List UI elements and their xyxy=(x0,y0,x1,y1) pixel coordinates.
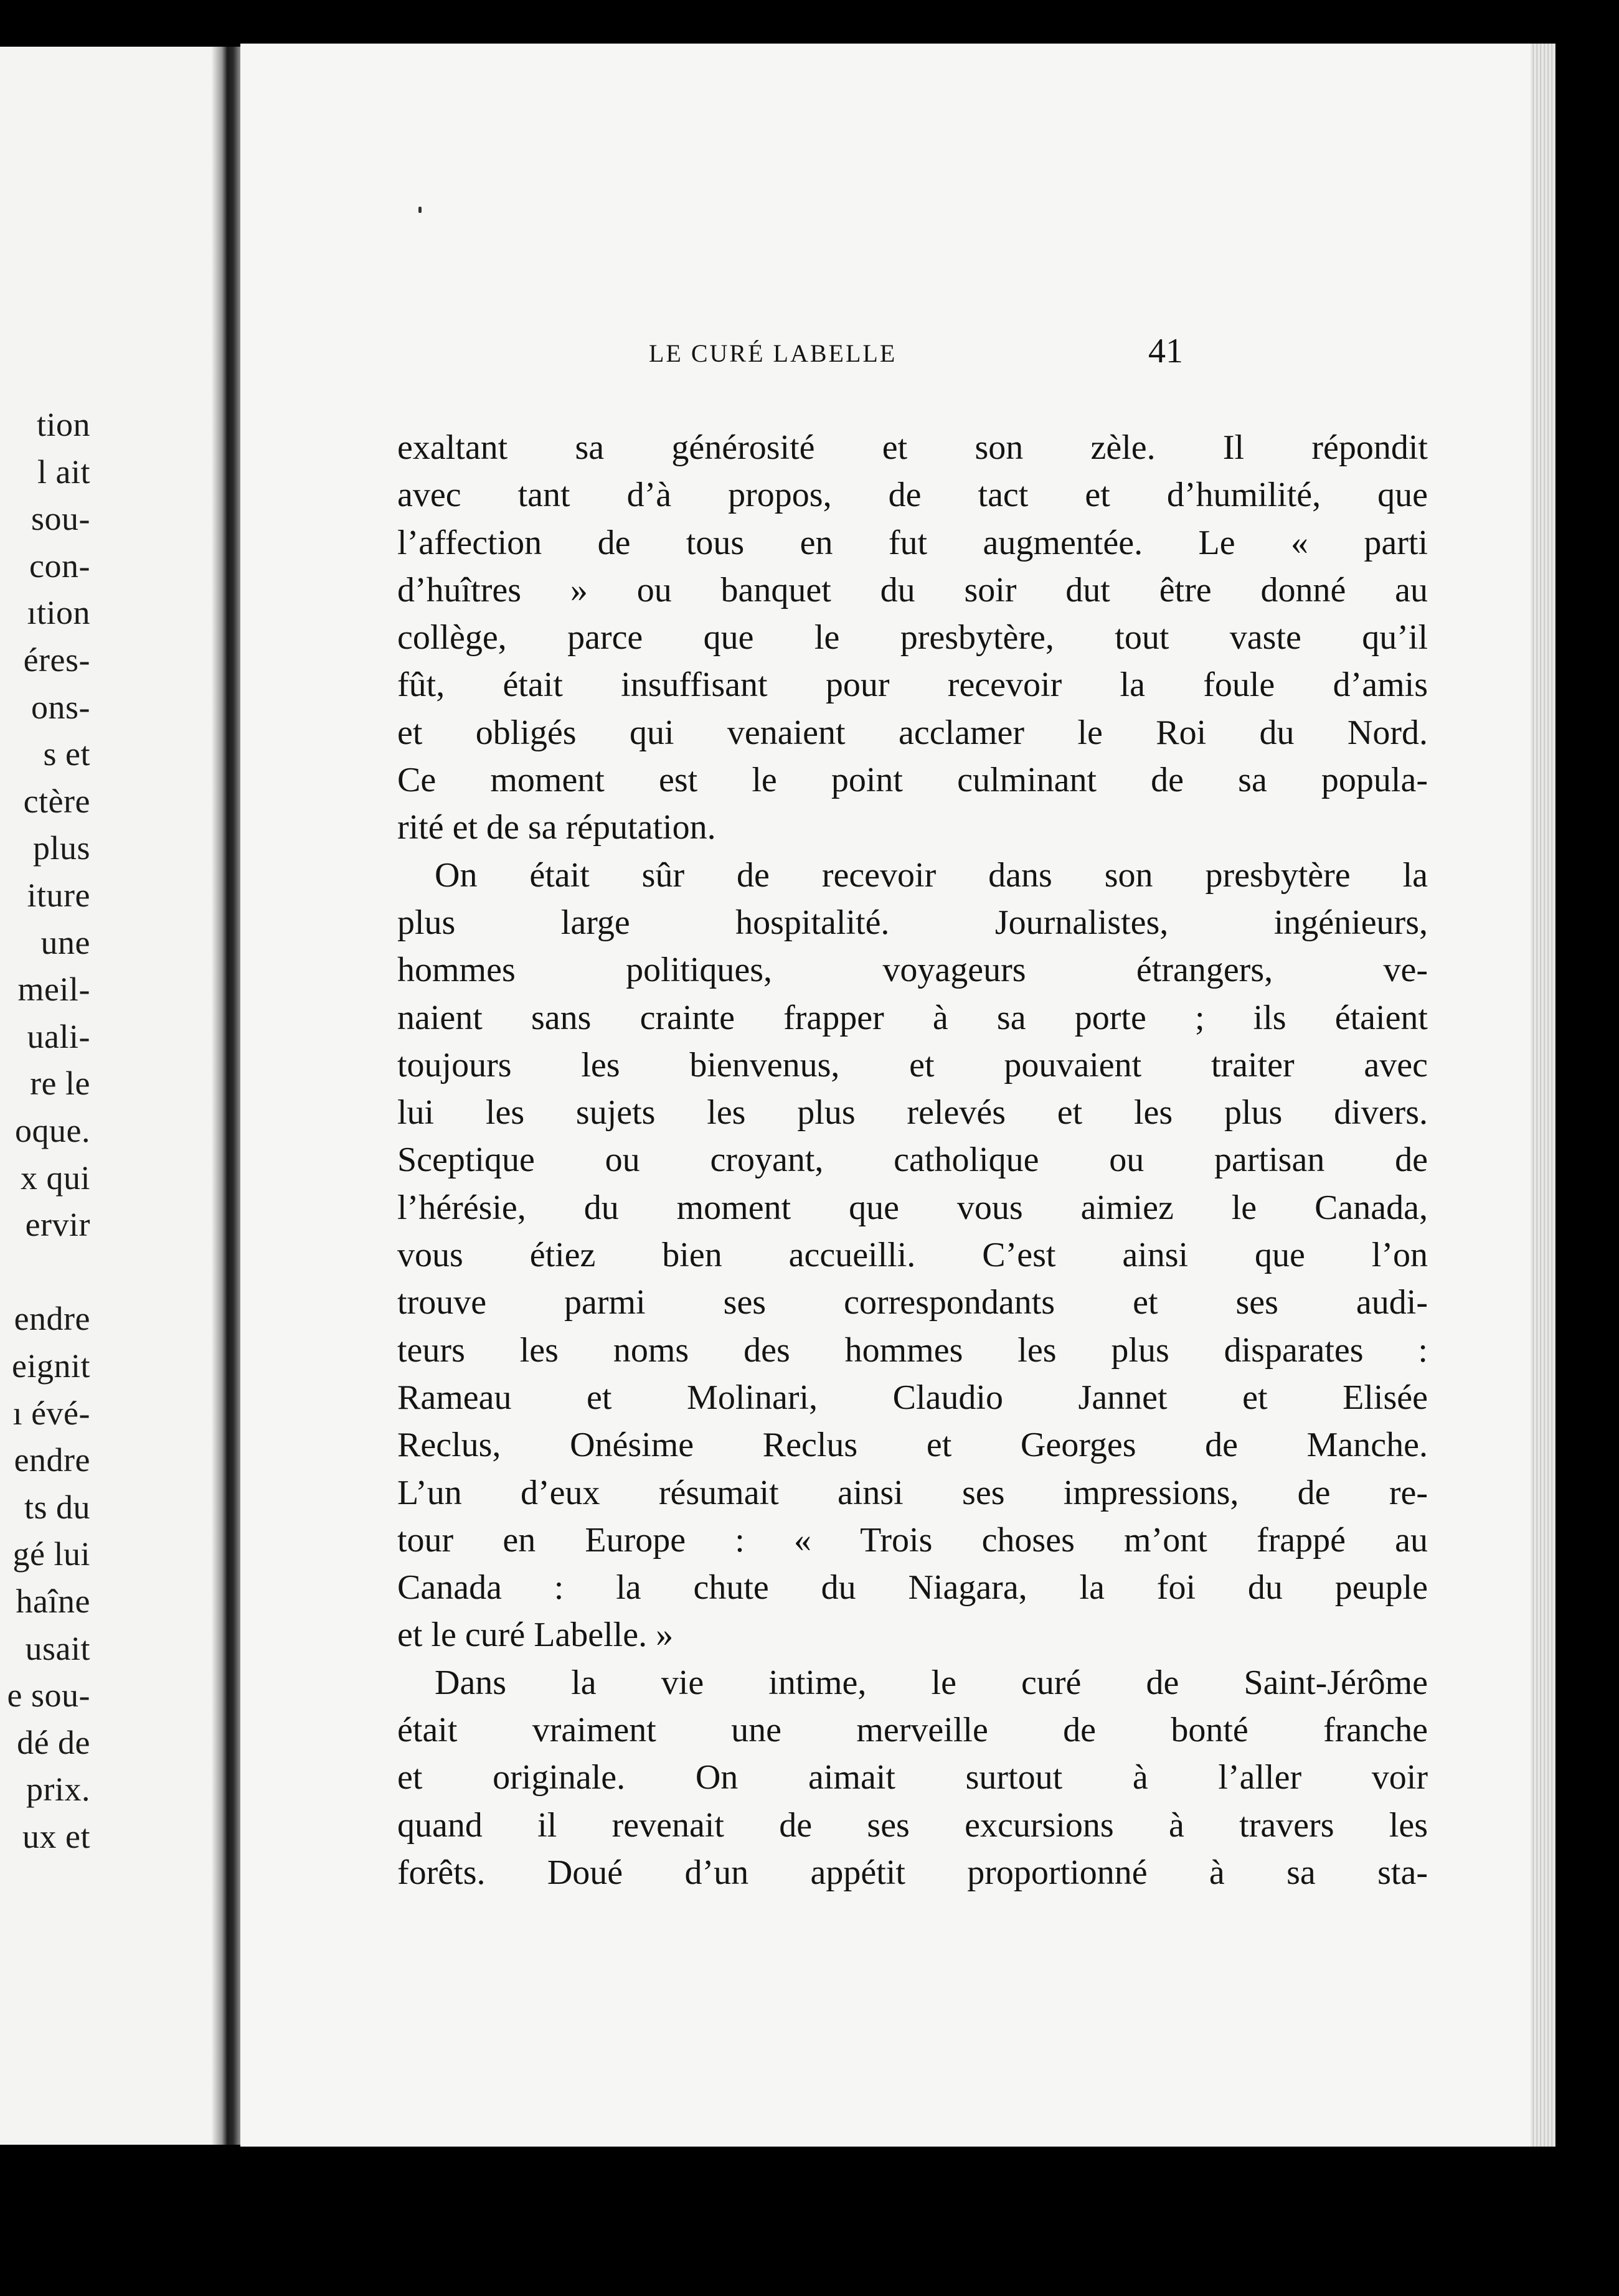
page-number: 41 xyxy=(1148,332,1183,370)
text-line: Canada : la chute du Niagara, la foi du peuple xyxy=(397,1568,1428,1607)
page-edges xyxy=(1531,44,1555,2147)
left-page-fragment: ux et xyxy=(22,1818,90,1855)
left-page-fragment: usait xyxy=(25,1629,90,1667)
left-page-fragment: ons- xyxy=(31,688,90,726)
left-page-fragment: eignit xyxy=(12,1347,90,1385)
text-line: tour en Europe : « Trois choses m’ont frappé au xyxy=(397,1520,1428,1560)
left-page-fragment: re le xyxy=(30,1065,90,1103)
left-page-fragment: dé de xyxy=(17,1723,90,1761)
running-header xyxy=(240,325,1552,375)
text-line: Dans la vie intime, le curé de Saint-Jérôme xyxy=(435,1663,1428,1702)
text-line: teurs les noms des hommes les plus disparates : xyxy=(397,1330,1428,1370)
text-line: lui les sujets les plus relevés et les plus divers. xyxy=(397,1093,1428,1132)
text-line: Reclus, Onésime Reclus et Georges de Manche. xyxy=(397,1426,1428,1465)
left-page-fragment: l ait xyxy=(37,453,90,491)
left-page-fragment: e sou- xyxy=(7,1677,90,1715)
text-line: avec tant d’à propos, de tact et d’humilité, que xyxy=(397,476,1428,515)
text-line: et originale. On aimait surtout à l’aller voir xyxy=(397,1758,1428,1797)
left-page-fragment: tion xyxy=(36,406,90,443)
left-page-fragment: plus xyxy=(32,829,90,867)
left-page-fragment: haîne xyxy=(16,1583,90,1620)
text-line: Sceptique ou croyant, catholique ou partisan de xyxy=(397,1141,1428,1180)
text-line: plus large hospitalité. Journalistes, ingénieurs, xyxy=(397,903,1428,942)
scan-speck xyxy=(418,207,422,213)
text-line: l’hérésie, du moment que vous aimiez le Canada, xyxy=(397,1188,1428,1227)
text-line: L’un d’eux résumait ainsi ses impressions, de re- xyxy=(397,1473,1428,1512)
left-page-fragment: oque. xyxy=(15,1112,90,1149)
left-page-fragment: iture xyxy=(27,877,90,914)
left-page-fragment: ıtion xyxy=(27,594,90,632)
text-line: était vraiment une merveille de bonté franche xyxy=(397,1711,1428,1750)
text-line: forêts. Doué d’un appétit proportionné à sa sta- xyxy=(397,1853,1428,1892)
left-page-fragment: ctère xyxy=(23,782,90,820)
right-page xyxy=(240,44,1552,2147)
text-line: hommes politiques, voyageurs étrangers, ve- xyxy=(397,951,1428,990)
text-line: l’affection de tous en fut augmentée. Le « parti xyxy=(397,523,1428,562)
text-line: trouve parmi ses correspondants et ses audi- xyxy=(397,1283,1428,1322)
left-page-fragment: x qui xyxy=(20,1159,90,1197)
left-page-fragment: gé lui xyxy=(12,1535,90,1573)
left-page-fragment: éres- xyxy=(23,641,90,679)
text-line: et obligés qui venaient acclamer le Roi du Nord. xyxy=(397,713,1428,752)
text-line: exaltant sa générosité et son zèle. Il répondit xyxy=(397,428,1428,467)
text-line: Rameau et Molinari, Claudio Jannet et Elisée xyxy=(397,1378,1428,1417)
left-page-fragment: endre xyxy=(14,1300,90,1338)
left-page-fragment: une xyxy=(40,923,90,961)
text-line: fût, était insuffisant pour recevoir la foule d’amis xyxy=(397,666,1428,705)
left-page-fragment: ts du xyxy=(24,1488,90,1526)
left-page-fragment: ervir xyxy=(25,1206,90,1244)
left-page-fragment: sou- xyxy=(31,500,90,538)
text-line: quand il revenait de ses excursions à travers les xyxy=(397,1805,1428,1845)
body-text xyxy=(397,424,1428,1896)
text-line: toujours les bienvenus, et pouvaient traiter avec xyxy=(397,1045,1428,1084)
left-page-fragment: prix. xyxy=(26,1771,90,1809)
running-title: LE CURÉ LABELLE xyxy=(649,339,897,367)
left-page xyxy=(0,47,224,2145)
text-line: vous étiez bien accueilli. C’est ainsi que l’on xyxy=(397,1236,1428,1275)
text-line: d’huîtres » ou banquet du soir dut être donné au xyxy=(397,570,1428,609)
left-page-fragment: s et xyxy=(43,735,90,773)
text-line: collège, parce que le presbytère, tout vaste qu’il xyxy=(397,618,1428,657)
left-page-fragment: con- xyxy=(29,547,90,585)
book-gutter xyxy=(212,47,240,2145)
text-line: et le curé Labelle. » xyxy=(397,1616,674,1655)
text-line: Ce moment est le point culminant de sa popula- xyxy=(397,761,1428,800)
left-page-fragment: meil- xyxy=(17,971,90,1009)
left-page-fragment: endre xyxy=(14,1441,90,1479)
text-line: On était sûr de recevoir dans son presbytère la xyxy=(435,855,1428,895)
text-line: naient sans crainte frapper à sa porte ; ils étaient xyxy=(397,998,1428,1037)
left-page-fragment: uali- xyxy=(27,1017,90,1055)
text-line: rité et de sa réputation. xyxy=(397,808,716,847)
left-page-fragment: ı évé- xyxy=(12,1394,90,1432)
